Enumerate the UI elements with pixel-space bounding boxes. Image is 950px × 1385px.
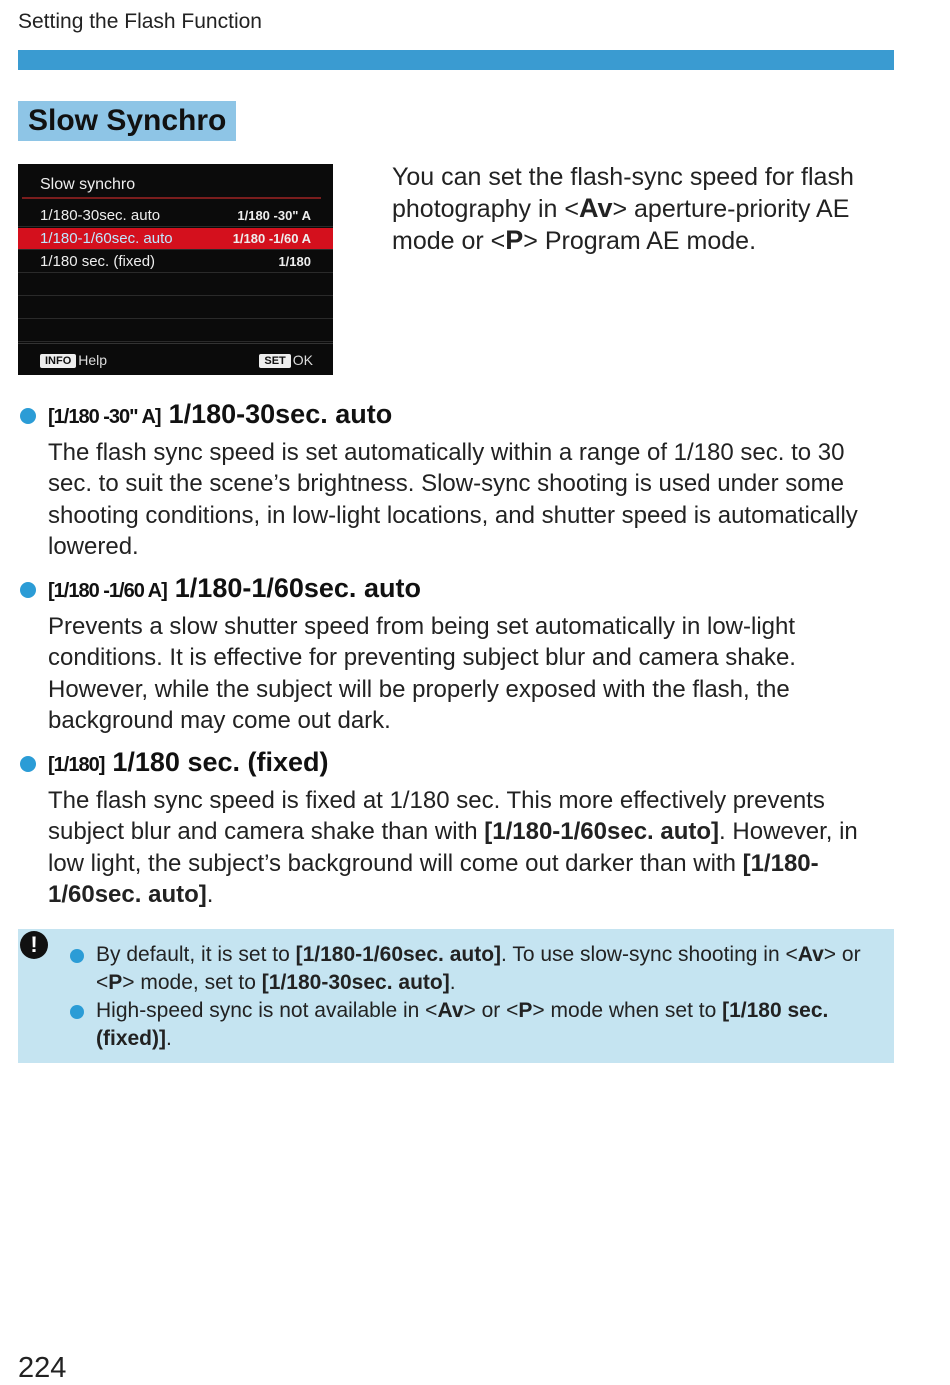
camera-menu-empty-row — [18, 297, 333, 319]
option-description — [48, 785, 894, 910]
camera-menu-option-icon: 1/180 -30" A — [237, 208, 311, 223]
section-title: Slow Synchro — [18, 101, 236, 141]
bullet-icon — [70, 949, 84, 963]
intro-text: You can set the flash-sync speed for flash photography in < — [392, 163, 854, 223]
page-number: 224 — [18, 1352, 67, 1384]
note-text: > or < — [463, 999, 519, 1022]
ok-label: OK — [292, 352, 313, 368]
header-rule — [18, 50, 894, 70]
bullet-icon — [70, 1005, 84, 1019]
option-item — [18, 745, 894, 910]
running-head: Setting the Flash Function — [18, 10, 262, 33]
camera-menu-option — [18, 251, 333, 273]
av-mode-icon: Av — [797, 943, 824, 966]
note-text: By default, it is set to — [96, 943, 296, 966]
menu-setting-ref: [1/180-30sec. auto] — [261, 971, 450, 994]
note-text: > or < — [96, 943, 861, 994]
option-heading — [48, 571, 894, 608]
info-help-hint — [40, 352, 107, 368]
camera-menu-option-label: 1/180 sec. (fixed) — [40, 253, 156, 270]
option-description: Prevents a slow shutter speed from being set automatically in low-light conditions. It is effective for preventing subject blur and camera shake. However, while the subject will be properly exposed with the flash, the background may come out dark. — [48, 613, 796, 734]
menu-setting-ref: [1/180-1/60sec. auto] — [48, 849, 819, 908]
menu-setting-ref: [1/180-1/60sec. auto] — [295, 943, 502, 966]
option-heading — [48, 397, 894, 434]
note-text: . To use slow-sync shooting in < — [501, 943, 798, 966]
camera-menu-option-label: 1/180-30sec. auto — [40, 207, 161, 224]
flash-sync-icon: [1/180] — [48, 754, 105, 776]
option-heading — [48, 745, 894, 782]
option-item — [18, 397, 894, 562]
option-item — [18, 571, 894, 736]
note-text: . — [449, 971, 456, 994]
note-text: High-speed sync is not available in < — [96, 999, 438, 1022]
menu-setting-ref: [1/180-1/60sec. auto] — [484, 818, 720, 846]
camera-menu-footer — [18, 343, 333, 375]
intro-text: > aperture-priority AE mode or < — [392, 195, 850, 255]
note-text: . — [166, 1027, 172, 1050]
camera-menu-option-selected — [18, 228, 333, 250]
body-text: The flash sync speed is fixed at 1/180 sec. This more effectively prevents subject blur and camera shake than with — [48, 787, 825, 846]
body-text: . However, in low light, the subject’s background will come out darker than with — [48, 818, 858, 877]
camera-menu-option — [18, 205, 333, 227]
intro-text: > Program AE mode. — [523, 227, 757, 255]
camera-menu-option-icon: 1/180 — [278, 254, 311, 269]
flash-sync-icon: [1/180 -30" A] — [48, 406, 161, 428]
camera-menu-empty-row — [18, 274, 333, 296]
note-text: > mode, set to — [122, 971, 262, 994]
set-ok-hint — [259, 352, 313, 368]
av-mode-icon: Av — [578, 193, 613, 223]
bullet-icon — [20, 756, 36, 772]
bullet-icon — [20, 582, 36, 598]
p-mode-icon: P — [505, 225, 524, 255]
caution-note-box — [18, 929, 894, 1063]
menu-setting-ref: [1/180 sec. (fixed)] — [96, 999, 829, 1050]
note-text: > mode when set to — [532, 999, 723, 1022]
option-title: 1/180 sec. (fixed) — [112, 747, 329, 777]
note-item — [96, 997, 871, 1053]
p-mode-icon: P — [108, 971, 123, 994]
info-key-icon: INFO — [40, 354, 76, 368]
p-mode-icon: P — [518, 999, 533, 1022]
help-label: Help — [78, 352, 108, 368]
note-item — [96, 941, 871, 997]
camera-menu-screen — [18, 164, 333, 375]
av-mode-icon: Av — [437, 999, 464, 1022]
set-key-icon: SET — [259, 354, 290, 368]
camera-menu-divider — [22, 197, 321, 199]
caution-icon: ! — [20, 931, 48, 959]
option-title: 1/180-30sec. auto — [168, 399, 393, 429]
intro-paragraph — [392, 162, 892, 257]
body-text: . — [206, 880, 214, 908]
camera-menu-option-label: 1/180-1/60sec. auto — [40, 230, 173, 247]
camera-menu-empty-row — [18, 320, 333, 342]
option-title: 1/180-1/60sec. auto — [174, 573, 421, 603]
camera-menu-option-icon: 1/180 -1/60 A — [232, 231, 311, 246]
camera-menu-title: Slow synchro — [40, 176, 136, 193]
flash-sync-icon: [1/180 -1/60 A] — [48, 580, 167, 602]
bullet-icon — [20, 408, 36, 424]
option-description: The flash sync speed is set automatically within a range of 1/180 sec. to 30 sec. to suit the scene’s brightness. Slow-sync shooting is used under some shooting conditions, in low-light locations, and shutter speed is automatically lowered. — [48, 439, 858, 560]
